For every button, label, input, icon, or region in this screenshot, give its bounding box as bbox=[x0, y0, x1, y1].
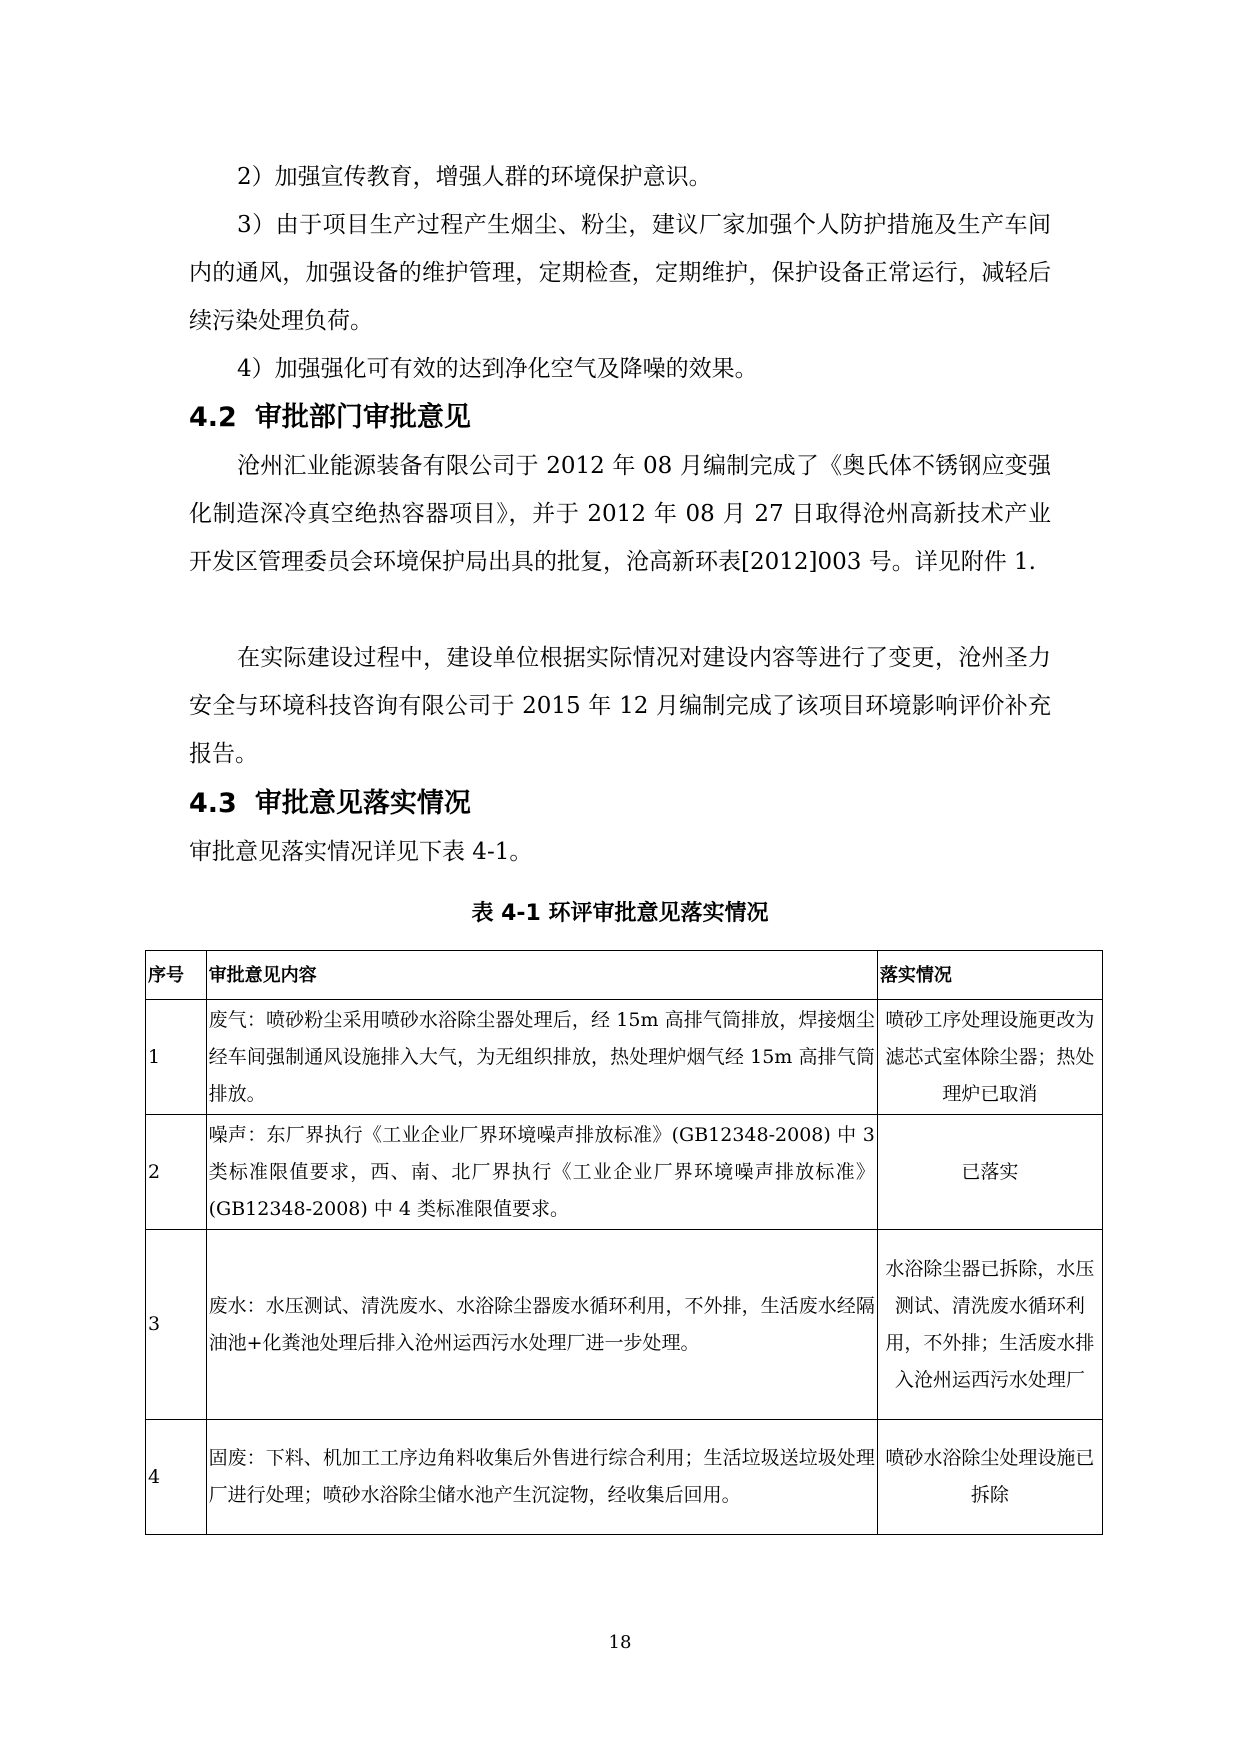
row-no: 1 bbox=[146, 1000, 207, 1115]
row-no: 2 bbox=[146, 1115, 207, 1230]
row-no: 3 bbox=[146, 1230, 207, 1420]
table-row bbox=[146, 1420, 1103, 1535]
table-row bbox=[146, 1000, 1103, 1115]
row-content: 废气：喷砂粉尘采用喷砂水浴除尘器处理后，经 15m 高排气筒排放，焊接烟尘经车间强制通风设施排入大气，为无组织排放，热处理炉烟气经 15m 高排气筒排放。 bbox=[206, 1000, 877, 1115]
table-row bbox=[146, 1230, 1103, 1420]
row-no: 4 bbox=[146, 1420, 207, 1535]
section-4-2-paragraph-2: 在实际建设过程中，建设单位根据实际情况对建设内容等进行了变更，沧州圣力安全与环境科技咨询有限公司于 2015 年 12 月编制完成了该项目环境影响评价补充报告。 bbox=[189, 645, 1051, 767]
header-no: 序号 bbox=[146, 951, 207, 1000]
table-row bbox=[146, 1115, 1103, 1230]
table-header-row bbox=[146, 951, 1103, 1000]
header-content: 审批意见内容 bbox=[206, 951, 877, 1000]
row-content: 废水：水压测试、清洗废水、水浴除尘器废水循环利用，不外排，生活废水经隔油池+化粪池处理后排入沧州运西污水处理厂进一步处理。 bbox=[206, 1230, 877, 1420]
section-4-2-paragraph-1: 沧州汇业能源装备有限公司于 2012 年 08 月编制完成了《奥氏体不锈钢应变强化制造深冷真空绝热容器项目》，并于 2012 年 08 月 27 日取得沧州高新技术产业开发区管理委员会环境保护局出具的批复，沧高新环表[2012]003 号。详见附件 1. bbox=[189, 453, 1051, 575]
row-status: 水浴除尘器已拆除，水压测试、清洗废水循环利用，不外排；生活废水排入沧州运西污水处理厂 bbox=[877, 1230, 1102, 1420]
approval-table bbox=[145, 950, 1103, 1535]
row-content: 噪声：东厂界执行《工业企业厂界环境噪声排放标准》(GB12348-2008) 中 3 类标准限值要求，西、南、北厂界执行《工业企业厂界环境噪声排放标准》(GB12348-2008) 中 4 类标准限值要求。 bbox=[206, 1115, 877, 1230]
section-4-3-intro: 审批意见落实情况详见下表 4-1。 bbox=[189, 839, 533, 865]
paragraph-item-2: 2）加强宣传教育，增强人群的环境保护意识。 bbox=[237, 164, 712, 190]
row-status: 已落实 bbox=[877, 1115, 1102, 1230]
row-content: 固废：下料、机加工工序边角料收集后外售进行综合利用；生活垃圾送垃圾处理厂进行处理；喷砂水浴除尘储水池产生沉淀物，经收集后回用。 bbox=[206, 1420, 877, 1535]
paragraph-item-3: 3）由于项目生产过程产生烟尘、粉尘，建议厂家加强个人防护措施及生产车间内的通风，加强设备的维护管理，定期检查，定期维护，保护设备正常运行，减轻后续污染处理负荷。 bbox=[189, 212, 1051, 334]
section-number: 4.3 bbox=[189, 788, 237, 819]
row-status: 喷砂水浴除尘处理设施已拆除 bbox=[877, 1420, 1102, 1535]
header-status: 落实情况 bbox=[877, 951, 1102, 1000]
section-title: 审批部门审批意见 bbox=[254, 402, 471, 433]
row-status: 喷砂工序处理设施更改为滤芯式室体除尘器；热处理炉已取消 bbox=[877, 1000, 1102, 1115]
section-title: 审批意见落实情况 bbox=[254, 788, 471, 819]
table-caption: 表 4-1 环评审批意见落实情况 bbox=[471, 901, 769, 926]
page-number: 18 bbox=[608, 1632, 632, 1653]
paragraph-item-4: 4）加强强化可有效的达到净化空气及降噪的效果。 bbox=[237, 356, 758, 382]
section-heading-4-3 bbox=[189, 784, 471, 824]
section-heading-4-2 bbox=[189, 398, 471, 438]
section-number: 4.2 bbox=[189, 402, 237, 433]
